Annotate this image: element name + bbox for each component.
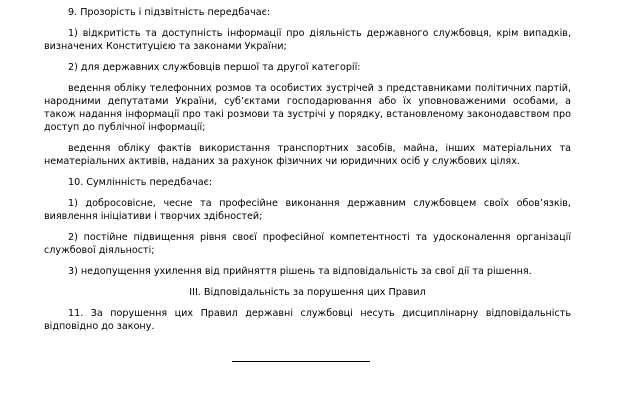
paragraph-10-1: 1) добросовісне, чесне та професійне виконання державним службовцем своїх обов’язків, виявлення ініціативи і творчих здібностей; bbox=[44, 198, 571, 222]
paragraph-9: 9. Прозорість і підзвітність передбачає: bbox=[68, 7, 271, 18]
section-heading: ІІІ. Відповідальність за порушення цих Правил bbox=[189, 287, 426, 298]
paragraph-9-2a: ведення обліку телефонних розмов та особистих зустрічей з представниками політичних партій, народними депутатами України, суб’єктами господарювання або їх уповноваженими особами, а також надання інформації про такі розмови та зустрічі у порядку, встановленому законодавством про доступ до публічної інформації; bbox=[44, 83, 571, 133]
closing-separator-line bbox=[232, 361, 370, 362]
paragraph-10: 10. Сумлінність передбачає: bbox=[68, 177, 213, 188]
paragraph-9-2: 2) для державних службовців першої та другої категорії: bbox=[68, 62, 361, 73]
paragraph-11: 11. За порушення цих Правил державні службовці несуть дисциплінарну відповідальність відповідно до закону. bbox=[44, 308, 571, 332]
paragraph-10-2: 2) постійне підвищення рівня своєї професійної компетентності та удосконалення організації службової діяльності; bbox=[44, 232, 571, 256]
paragraph-9-1: 1) відкритість та доступність інформації про діяльність державного службовця, крім випадків, визначених Конституцією та законами України; bbox=[44, 28, 571, 52]
document-body bbox=[44, 6, 571, 341]
paragraph-9-2b: ведення обліку фактів використання транспортних засобів, майна, інших матеріальних та нематеріальних активів, наданих за рахунок фізичних чи юридичних осіб у службових цілях. bbox=[44, 143, 571, 167]
paragraph-10-3: 3) недопущення ухилення від прийняття рішень та відповідальність за свої дії та рішення. bbox=[68, 266, 532, 277]
